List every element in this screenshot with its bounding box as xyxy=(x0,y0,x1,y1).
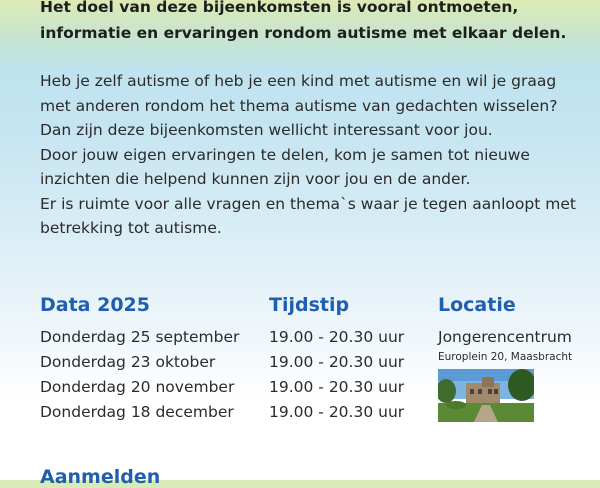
location-photo-image xyxy=(438,369,534,422)
time-cell: 19.00 - 20.30 uur xyxy=(269,328,405,346)
body-line: inzichten die helpend kunnen zijn voor jou en de ander. xyxy=(40,170,471,188)
location-heading: Locatie xyxy=(438,294,516,316)
register-heading: Aanmelden xyxy=(40,466,161,488)
time-cell: 19.00 - 20.30 uur xyxy=(269,353,405,371)
body-line: Door jouw eigen ervaringen te delen, kom je samen tot nieuwe xyxy=(40,145,530,164)
date-cell: Donderdag 18 december xyxy=(40,403,234,421)
body-line: Dan zijn deze bijeenkomsten wellicht interessant voor jou. xyxy=(40,121,493,139)
time-cell: 19.00 - 20.30 uur xyxy=(269,403,405,421)
location-name: Jongerencentrum xyxy=(438,328,572,346)
body-line: betrekking tot autisme. xyxy=(40,219,222,237)
intro-line-1: Het doel van deze bijeenkomsten is vooral ontmoeten, xyxy=(40,0,519,16)
date-cell: Donderdag 20 november xyxy=(40,378,235,396)
time-cell: 19.00 - 20.30 uur xyxy=(269,378,405,396)
body-line: Heb je zelf autisme of heb je een kind met autisme en wil je graag xyxy=(40,72,557,90)
intro-text xyxy=(40,0,566,46)
body-paragraph xyxy=(40,69,576,241)
date-cell: Donderdag 23 oktober xyxy=(40,353,216,371)
body-line: Er is ruimte voor alle vragen en thema`s waar je tegen aanloopt met xyxy=(40,194,576,213)
intro-line-2: informatie en ervaringen rondom autisme met elkaar delen. xyxy=(40,24,567,42)
time-heading: Tijdstip xyxy=(269,294,350,316)
location-photo xyxy=(438,369,534,422)
body-line: met anderen rondom het thema autisme van gedachten wisselen? xyxy=(40,96,558,115)
dates-heading: Data 2025 xyxy=(40,294,150,316)
date-cell: Donderdag 25 september xyxy=(40,328,240,346)
location-address: Europlein 20, Maasbracht xyxy=(438,351,573,363)
